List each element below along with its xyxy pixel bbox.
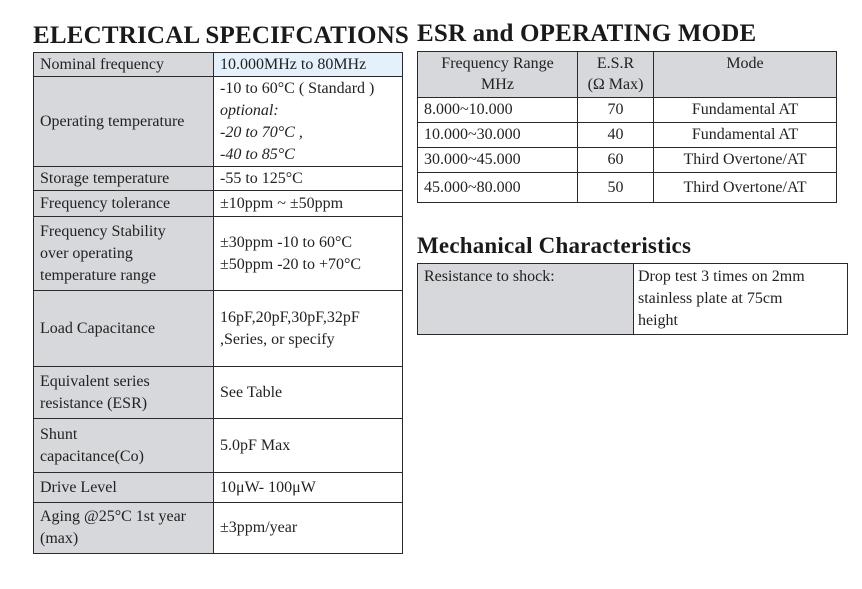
spec-label: Load Capacitance bbox=[34, 291, 214, 367]
spec-value: ±3ppm/year bbox=[214, 503, 403, 554]
table-row bbox=[418, 98, 837, 123]
table-row bbox=[418, 264, 848, 335]
spec-value: 10.000MHz to 80MHz bbox=[214, 53, 403, 77]
mechanical-value: Drop test 3 times on 2mm stainless plate at 75cm height bbox=[634, 264, 848, 335]
spec-value bbox=[214, 77, 403, 167]
table-row bbox=[34, 419, 403, 473]
table-cell: 10.000~30.000 bbox=[418, 123, 578, 148]
table-row bbox=[34, 77, 403, 167]
spec-label: Frequency Stability over operating temperature range bbox=[34, 217, 214, 291]
table-cell: 50 bbox=[578, 173, 654, 203]
table-row bbox=[34, 217, 403, 291]
spec-value: -55 to 125°C bbox=[214, 167, 403, 191]
table-header-row bbox=[418, 52, 837, 98]
table-cell: 60 bbox=[578, 148, 654, 173]
table-cell: Third Overtone/AT bbox=[654, 173, 837, 203]
table-row bbox=[418, 173, 837, 203]
spec-label: Drive Level bbox=[34, 473, 214, 503]
table-row bbox=[34, 167, 403, 191]
table-row bbox=[34, 191, 403, 217]
table-cell: Third Overtone/AT bbox=[654, 148, 837, 173]
spec-value: 5.0pF Max bbox=[214, 419, 403, 473]
column-header: E.S.R (Ω Max) bbox=[578, 52, 654, 98]
spec-value-line: -20 to 70°C , bbox=[220, 123, 303, 141]
spec-label: Nominal frequency bbox=[34, 53, 214, 77]
spec-label: Equivalent series resistance (ESR) bbox=[34, 367, 214, 419]
table-cell: Fundamental AT bbox=[654, 98, 837, 123]
spec-label: Shunt capacitance(Co) bbox=[34, 419, 214, 473]
spec-value-line: optional: bbox=[220, 101, 279, 119]
table-row bbox=[418, 123, 837, 148]
spec-value: 10μW- 100μW bbox=[214, 473, 403, 503]
table-row bbox=[34, 367, 403, 419]
table-row bbox=[34, 473, 403, 503]
column-header: Mode bbox=[654, 52, 837, 98]
spec-label: Storage temperature bbox=[34, 167, 214, 191]
spec-label: Operating temperature bbox=[34, 77, 214, 167]
electrical-specs-table bbox=[33, 52, 403, 554]
mechanical-label: Resistance to shock: bbox=[418, 264, 634, 335]
spec-value-line: -40 to 85°C bbox=[220, 145, 295, 163]
table-cell: 40 bbox=[578, 123, 654, 148]
spec-value-line: -10 to 60°C ( Standard ) bbox=[220, 79, 375, 97]
table-cell: 70 bbox=[578, 98, 654, 123]
table-cell: 30.000~45.000 bbox=[418, 148, 578, 173]
electrical-specs-title: ELECTRICAL SPECIFCATIONS bbox=[33, 22, 409, 49]
spec-label: Frequency tolerance bbox=[34, 191, 214, 217]
spec-value: ±10ppm ~ ±50ppm bbox=[214, 191, 403, 217]
table-cell: 8.000~10.000 bbox=[418, 98, 578, 123]
spec-label: Aging @25°C 1st year (max) bbox=[34, 503, 214, 554]
table-row bbox=[34, 53, 403, 77]
spec-value: See Table bbox=[214, 367, 403, 419]
table-row bbox=[34, 503, 403, 554]
spec-value: 16pF,20pF,30pF,32pF ,Series, or specify bbox=[214, 291, 403, 367]
spec-value: ±30ppm -10 to 60°C ±50ppm -20 to +70°C bbox=[214, 217, 403, 291]
esr-title: ESR and OPERATING MODE bbox=[417, 20, 757, 47]
mechanical-title: Mechanical Characteristics bbox=[417, 233, 692, 258]
table-cell: Fundamental AT bbox=[654, 123, 837, 148]
column-header: Frequency Range MHz bbox=[418, 52, 578, 98]
table-cell: 45.000~80.000 bbox=[418, 173, 578, 203]
table-row bbox=[418, 148, 837, 173]
esr-table bbox=[417, 51, 837, 203]
mechanical-table bbox=[417, 263, 848, 335]
table-row bbox=[34, 291, 403, 367]
